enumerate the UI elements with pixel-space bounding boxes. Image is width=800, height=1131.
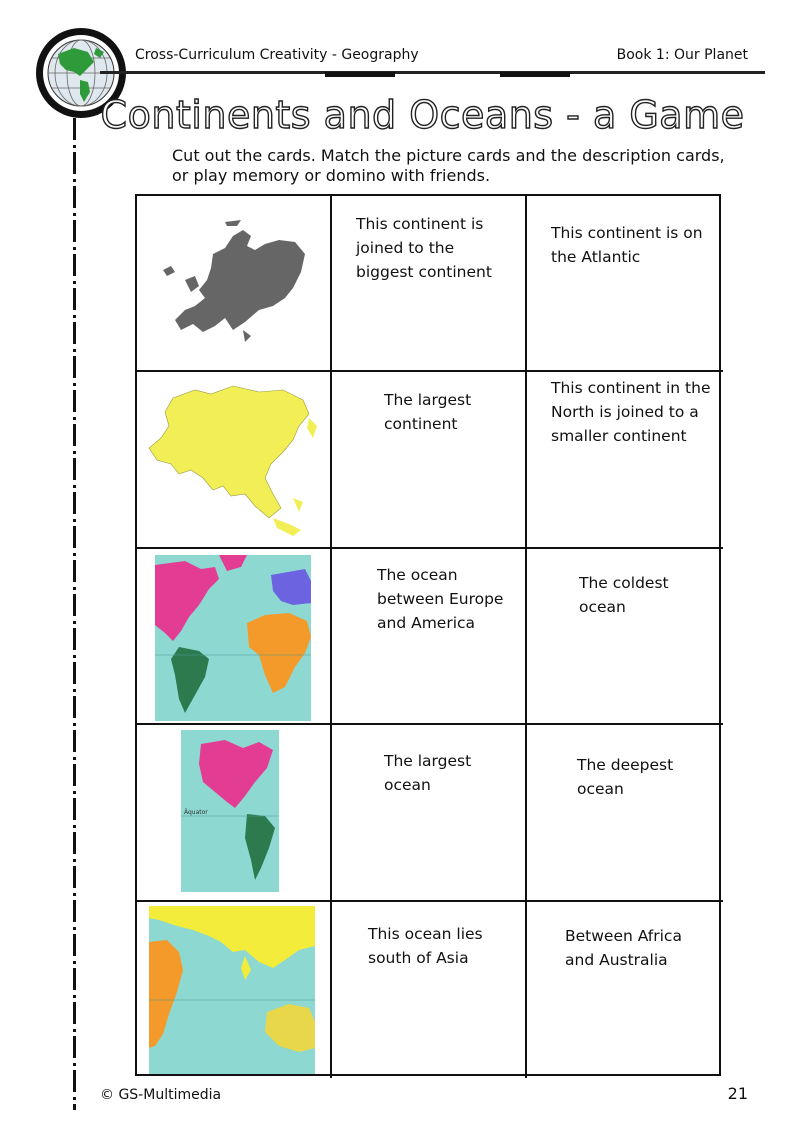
description-card: [527, 549, 723, 725]
card-text: This continent in the North is joined to a smaller continent: [551, 379, 711, 446]
description-card: [332, 196, 527, 372]
pacific-ocean-map: [181, 730, 279, 892]
card-text: The largest ocean: [384, 752, 472, 795]
header-rule-accent: [325, 72, 395, 77]
atlantic-ocean-map: [155, 555, 311, 721]
footer-copyright: © GS-Multimedia: [100, 1087, 222, 1103]
card-text: The coldest ocean: [579, 573, 669, 616]
header-rule-accent: [500, 72, 570, 77]
description-card: [527, 372, 723, 548]
page-number: 21: [727, 1084, 748, 1103]
card-text: The largest continent: [384, 391, 472, 434]
picture-card-asia: [137, 372, 332, 548]
instructions-text: Cut out the cards. Match the picture cards and the description cards, or play memory or domino with friends.: [172, 146, 725, 185]
card-grid: [135, 194, 721, 1076]
picture-card-europe: [137, 196, 332, 372]
description-card: [527, 902, 723, 1078]
description-card: [332, 725, 527, 901]
asia-map: [143, 378, 327, 544]
picture-card-indian: [137, 902, 332, 1078]
picture-card-atlantic: [137, 549, 332, 725]
indian-ocean-map: [149, 906, 315, 1074]
description-card: [332, 549, 527, 725]
europe-map: [155, 214, 315, 344]
header-series-title: Cross-Curriculum Creativity - Geography: [135, 47, 419, 63]
description-card: [332, 372, 527, 548]
card-text: This continent is joined to the biggest continent: [356, 215, 492, 281]
header-book-title: Book 1: Our Planet: [616, 47, 748, 63]
equator-label: Äquator: [184, 809, 208, 817]
card-text: Between Africa and Australia: [565, 926, 682, 969]
card-text: This continent is on the Atlantic: [551, 224, 703, 266]
card-text: The deepest ocean: [577, 756, 674, 799]
description-card: [527, 725, 723, 901]
header-rule: [100, 71, 765, 74]
card-text: This ocean lies south of Asia: [368, 924, 483, 967]
description-card: [527, 196, 723, 372]
page-spine-decoration: [73, 118, 76, 1110]
card-text: The ocean between Europe and America: [377, 565, 504, 632]
picture-card-pacific: [137, 725, 332, 901]
page-title: Continents and Oceans - a Game: [100, 93, 745, 137]
description-card: [332, 902, 527, 1078]
